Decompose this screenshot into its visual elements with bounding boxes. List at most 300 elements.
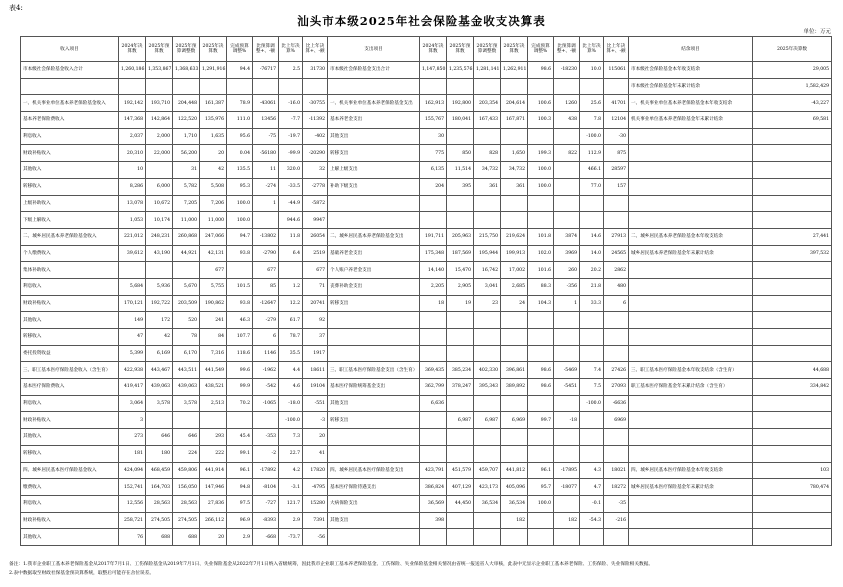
- item-cell: [629, 278, 753, 295]
- value-cell: 135.5: [227, 162, 253, 179]
- item-cell: 上解上级支出: [328, 162, 420, 179]
- value-cell: 27,836: [200, 495, 227, 512]
- value-cell: [447, 395, 474, 412]
- item-cell: 一、机关事业单位基本养老保险基金本年收支结余: [629, 95, 753, 112]
- value-cell: -1962: [253, 362, 279, 379]
- table-row: [21, 228, 832, 245]
- value-cell: [447, 512, 474, 529]
- table-row: [21, 112, 832, 129]
- value-cell: 47: [119, 329, 146, 346]
- value-cell: 224: [173, 445, 200, 462]
- value-cell: [474, 395, 501, 412]
- value-cell: [501, 312, 528, 329]
- column-header: 2025年预算调整数: [173, 37, 200, 62]
- value-cell: [501, 212, 528, 229]
- value-cell: 18272: [604, 479, 629, 496]
- value-cell: [474, 445, 501, 462]
- value-cell: -18.0: [279, 395, 303, 412]
- table-row: [21, 412, 832, 429]
- value-cell: 459,707: [474, 462, 501, 479]
- value-cell: 104.3: [528, 295, 554, 312]
- value-cell: 5,670: [173, 278, 200, 295]
- value-cell: 241: [200, 312, 227, 329]
- value-cell: [554, 529, 580, 546]
- item-cell: 二、城乡居民基本养老保险基金本年收支结余: [629, 228, 753, 245]
- item-cell: 利息收入: [21, 128, 119, 145]
- item-cell: 三、职工基本医疗保险基金收入（含生育）: [21, 362, 119, 379]
- value-cell: [447, 345, 474, 362]
- value-cell: -18077: [554, 479, 580, 496]
- value-cell: -18: [554, 412, 580, 429]
- value-cell: 10,174: [146, 212, 173, 229]
- value-cell: 13456: [253, 112, 279, 129]
- item-cell: [629, 195, 753, 212]
- value-cell: [554, 395, 580, 412]
- value-cell: -35: [604, 495, 629, 512]
- item-cell: 个人缴费收入: [21, 245, 119, 262]
- value-cell: [146, 162, 173, 179]
- value-cell: -5469: [554, 362, 580, 379]
- value-cell: 10: [119, 162, 146, 179]
- item-cell: 缴费收入: [21, 479, 119, 496]
- value-cell: 95.7: [528, 479, 554, 496]
- value-cell: 386,824: [420, 479, 447, 496]
- column-header: 比上年决算%: [580, 37, 604, 62]
- value-cell: 1,281,141: [474, 62, 501, 79]
- value-cell: 78.9: [227, 95, 253, 112]
- value-cell: [753, 312, 832, 329]
- value-cell: [303, 78, 328, 95]
- item-cell: [629, 329, 753, 346]
- value-cell: [447, 212, 474, 229]
- value-cell: 1,353,867: [146, 62, 173, 79]
- value-cell: 121.7: [279, 495, 303, 512]
- item-cell: 其他支出: [328, 128, 420, 145]
- value-cell: -551: [303, 395, 328, 412]
- item-cell: 市本级社会保险基金本年收支结余: [629, 62, 753, 79]
- item-cell: 市本级社会保险基金年末累计结余: [629, 78, 753, 95]
- value-cell: 1,260,186: [119, 62, 146, 79]
- item-cell: 下级上解收入: [21, 212, 119, 229]
- value-cell: 100.0: [528, 178, 554, 195]
- value-cell: [753, 445, 832, 462]
- item-cell: 城乡居民基本医疗保险基金年末累计结余: [629, 479, 753, 496]
- value-cell: [604, 329, 629, 346]
- value-cell: 5,399: [119, 345, 146, 362]
- value-cell: 1,582,429: [753, 78, 832, 95]
- item-cell: 财政补贴收入: [21, 412, 119, 429]
- value-cell: 182: [554, 512, 580, 529]
- value-cell: 27426: [604, 362, 629, 379]
- table-row: [21, 329, 832, 346]
- value-cell: 11,000: [173, 212, 200, 229]
- value-cell: 180,041: [447, 112, 474, 129]
- value-cell: 1,262,911: [501, 62, 528, 79]
- value-cell: [119, 78, 146, 95]
- value-cell: -56180: [253, 145, 279, 162]
- item-cell: [328, 345, 420, 362]
- value-cell: 441,812: [501, 462, 528, 479]
- value-cell: 195,944: [474, 245, 501, 262]
- column-header: 比预算调整+、-额: [554, 37, 580, 62]
- value-cell: 99.7: [528, 412, 554, 429]
- value-cell: 61.7: [279, 312, 303, 329]
- value-cell: -2790: [253, 245, 279, 262]
- table-row: [21, 78, 832, 95]
- value-cell: 520: [173, 312, 200, 329]
- item-cell: 利息收入: [21, 395, 119, 412]
- value-cell: [420, 78, 447, 95]
- item-cell: 财政补贴收入: [21, 145, 119, 162]
- value-cell: 22.7: [279, 445, 303, 462]
- value-cell: 688: [173, 529, 200, 546]
- value-cell: 27093: [604, 379, 629, 396]
- value-cell: [279, 262, 303, 279]
- value-cell: 215,750: [474, 228, 501, 245]
- value-cell: [580, 429, 604, 446]
- value-cell: 20741: [303, 295, 328, 312]
- value-cell: 167,433: [474, 112, 501, 129]
- value-cell: 205,963: [447, 228, 474, 245]
- value-cell: 443,467: [146, 362, 173, 379]
- item-cell: 其他收入: [21, 312, 119, 329]
- value-cell: 6.4: [279, 245, 303, 262]
- value-cell: 260: [554, 262, 580, 279]
- value-cell: 361: [501, 178, 528, 195]
- column-header: 结余项目: [629, 37, 753, 62]
- value-cell: 247,066: [200, 228, 227, 245]
- value-cell: 98.6: [528, 62, 554, 79]
- value-cell: -56: [303, 529, 328, 546]
- value-cell: 646: [173, 429, 200, 446]
- value-cell: -17895: [554, 462, 580, 479]
- value-cell: [753, 429, 832, 446]
- column-header: 2024年决算数: [119, 37, 146, 62]
- value-cell: [554, 178, 580, 195]
- value-cell: -5451: [554, 379, 580, 396]
- value-cell: 42: [146, 329, 173, 346]
- note-line: 备注：1.我市企业职工基本养老保险基金从2017年7月1日、工伤保险基金从2019年7月1日、失业保险基金从2022年7月1日纳入省级统筹，因此我市企业职工基本养老保险基金、工伤保险、失业保险基金相关情况由省统一报送省人大审核，此表中无显示企业职工基本养老保险、工伤保险、失业保险相关数据。: [9, 562, 654, 567]
- value-cell: 98.6: [528, 379, 554, 396]
- value-cell: [227, 412, 253, 429]
- value-cell: 260,868: [173, 228, 200, 245]
- value-cell: 31: [173, 162, 200, 179]
- value-cell: -73.7: [279, 529, 303, 546]
- item-cell: [629, 512, 753, 529]
- value-cell: 192,142: [119, 95, 146, 112]
- value-cell: -668: [253, 529, 279, 546]
- value-cell: 677: [200, 262, 227, 279]
- value-cell: -2778: [303, 178, 328, 195]
- value-cell: 43,190: [146, 245, 173, 262]
- value-cell: 4.6: [279, 379, 303, 396]
- item-cell: 其他收入: [21, 529, 119, 546]
- value-cell: -33.5: [279, 178, 303, 195]
- item-cell: 基本医疗保险待遇支出: [328, 479, 420, 496]
- table-row: [21, 445, 832, 462]
- value-cell: 822: [554, 145, 580, 162]
- column-header: 比上年决算+、-额: [604, 37, 629, 62]
- value-cell: 405,096: [501, 479, 528, 496]
- value-cell: 36,569: [420, 495, 447, 512]
- value-cell: 115061: [604, 62, 629, 79]
- table-row: [21, 462, 832, 479]
- value-cell: 2,037: [119, 128, 146, 145]
- item-cell: 转移收入: [21, 445, 119, 462]
- value-cell: [528, 512, 554, 529]
- item-cell: 机关事业单位基本养老保险基金年末累计结余: [629, 112, 753, 129]
- value-cell: [253, 212, 279, 229]
- value-cell: 20.2: [580, 262, 604, 279]
- value-cell: 677: [253, 262, 279, 279]
- value-cell: -19.7: [279, 128, 303, 145]
- item-cell: 城乡居民基本养老保险基金年末累计结余: [629, 245, 753, 262]
- item-cell: 市本级社会保险基金收入合计: [21, 62, 119, 79]
- value-cell: 1,635: [200, 128, 227, 145]
- value-cell: 6969: [604, 412, 629, 429]
- item-cell: [629, 395, 753, 412]
- item-cell: [629, 429, 753, 446]
- column-header: 完成预算调整%: [227, 37, 253, 62]
- value-cell: 85: [253, 278, 279, 295]
- value-cell: 93.8: [227, 295, 253, 312]
- item-cell: [328, 195, 420, 212]
- value-cell: 71: [303, 278, 328, 295]
- value-cell: 192,722: [146, 295, 173, 312]
- table-row: [21, 278, 832, 295]
- value-cell: 274,505: [146, 512, 173, 529]
- value-cell: 203,509: [173, 295, 200, 312]
- item-cell: [629, 345, 753, 362]
- value-cell: 1,147,850: [420, 62, 447, 79]
- value-cell: [554, 195, 580, 212]
- value-cell: 44,688: [753, 362, 832, 379]
- value-cell: 29,005: [753, 62, 832, 79]
- value-cell: 103: [753, 462, 832, 479]
- value-cell: 7.4: [580, 362, 604, 379]
- table-row: [21, 295, 832, 312]
- value-cell: 100.0: [528, 162, 554, 179]
- value-cell: 1,235,576: [447, 62, 474, 79]
- value-cell: -76717: [253, 62, 279, 79]
- value-cell: 11: [253, 162, 279, 179]
- value-cell: 203,354: [474, 95, 501, 112]
- value-cell: 5,782: [173, 178, 200, 195]
- value-cell: 258,721: [119, 512, 146, 529]
- value-cell: [146, 78, 173, 95]
- value-cell: 18: [420, 295, 447, 312]
- value-cell: [528, 78, 554, 95]
- value-cell: 3969: [554, 245, 580, 262]
- value-cell: 100.3: [528, 112, 554, 129]
- fund-table: [20, 36, 832, 546]
- value-cell: [528, 329, 554, 346]
- table-row: [21, 128, 832, 145]
- value-cell: 4.3: [580, 462, 604, 479]
- value-cell: [528, 128, 554, 145]
- value-cell: -8104: [253, 479, 279, 496]
- table-row: [21, 362, 832, 379]
- item-cell: 个人账户养老金支出: [328, 262, 420, 279]
- value-cell: 1,650: [501, 145, 528, 162]
- value-cell: 361: [474, 178, 501, 195]
- item-cell: [328, 329, 420, 346]
- value-cell: [554, 162, 580, 179]
- value-cell: [447, 529, 474, 546]
- table-row: [21, 145, 832, 162]
- value-cell: [753, 278, 832, 295]
- value-cell: [420, 329, 447, 346]
- value-cell: [580, 212, 604, 229]
- table-row: [21, 429, 832, 446]
- item-cell: 二、城乡居民基本养老保险基金收入: [21, 228, 119, 245]
- value-cell: 2519: [303, 245, 328, 262]
- value-cell: [580, 445, 604, 462]
- value-cell: [753, 512, 832, 529]
- value-cell: 42,131: [200, 245, 227, 262]
- value-cell: 96.1: [528, 462, 554, 479]
- value-cell: 480: [604, 278, 629, 295]
- value-cell: 7,316: [200, 345, 227, 362]
- value-cell: [753, 178, 832, 195]
- value-cell: 850: [447, 145, 474, 162]
- table-row: [21, 312, 832, 329]
- item-cell: 四、城乡居民基本医疗保险基金支出: [328, 462, 420, 479]
- table-header: [21, 37, 832, 62]
- value-cell: 56,200: [173, 145, 200, 162]
- value-cell: 100.0: [528, 495, 554, 512]
- value-cell: 20: [200, 145, 227, 162]
- value-cell: 13,078: [119, 195, 146, 212]
- value-cell: [279, 78, 303, 95]
- value-cell: [501, 128, 528, 145]
- value-cell: 25.6: [580, 95, 604, 112]
- item-cell: [328, 312, 420, 329]
- value-cell: 7.3: [279, 429, 303, 446]
- value-cell: 6,987: [447, 412, 474, 429]
- value-cell: [604, 212, 629, 229]
- value-cell: [554, 429, 580, 446]
- value-cell: [604, 78, 629, 95]
- table-row: [21, 512, 832, 529]
- value-cell: 26054: [303, 228, 328, 245]
- value-cell: 396,861: [501, 362, 528, 379]
- value-cell: 828: [474, 145, 501, 162]
- value-cell: 6,000: [146, 178, 173, 195]
- value-cell: 95.6: [227, 128, 253, 145]
- item-cell: [629, 262, 753, 279]
- unit-label: 单位：万元: [803, 29, 831, 35]
- value-cell: 402,330: [474, 362, 501, 379]
- value-cell: [447, 128, 474, 145]
- value-cell: [474, 195, 501, 212]
- value-cell: [420, 445, 447, 462]
- value-cell: [580, 78, 604, 95]
- value-cell: [580, 329, 604, 346]
- value-cell: 944.6: [279, 212, 303, 229]
- value-cell: 369,435: [420, 362, 447, 379]
- value-cell: 6,169: [146, 345, 173, 362]
- value-cell: 219,624: [501, 228, 528, 245]
- value-cell: 77.0: [580, 178, 604, 195]
- value-cell: 14,140: [420, 262, 447, 279]
- value-cell: 162,913: [420, 95, 447, 112]
- value-cell: [753, 162, 832, 179]
- value-cell: 4.7: [580, 479, 604, 496]
- value-cell: 32: [303, 162, 328, 179]
- value-cell: [604, 345, 629, 362]
- item-cell: [21, 78, 119, 95]
- value-cell: 5,936: [146, 278, 173, 295]
- value-cell: 395,343: [474, 379, 501, 396]
- value-cell: [474, 529, 501, 546]
- value-cell: [580, 529, 604, 546]
- item-cell: 基本养老金支出: [328, 112, 420, 129]
- column-header: 比上年决算%: [279, 37, 303, 62]
- value-cell: 101.5: [227, 278, 253, 295]
- value-cell: 775: [420, 145, 447, 162]
- value-cell: [528, 529, 554, 546]
- value-cell: 1: [554, 295, 580, 312]
- table-row: [21, 345, 832, 362]
- value-cell: 780,474: [753, 479, 832, 496]
- value-cell: [528, 345, 554, 362]
- item-cell: [629, 312, 753, 329]
- item-cell: 其他收入: [21, 429, 119, 446]
- column-header: 支出项目: [328, 37, 420, 62]
- value-cell: 34,732: [501, 162, 528, 179]
- value-cell: 42: [200, 162, 227, 179]
- value-cell: -3: [303, 412, 328, 429]
- value-cell: 84: [200, 329, 227, 346]
- value-cell: 96.9: [227, 512, 253, 529]
- value-cell: 3: [119, 412, 146, 429]
- item-cell: 四、城乡居民基本医疗保险基金本年收支结余: [629, 462, 753, 479]
- item-cell: [328, 445, 420, 462]
- value-cell: -8393: [253, 512, 279, 529]
- value-cell: 6: [253, 329, 279, 346]
- value-cell: 157: [604, 178, 629, 195]
- value-cell: 99.1: [227, 445, 253, 462]
- item-cell: 职工基本医疗保险基金年末累计结余（含生育）: [629, 379, 753, 396]
- value-cell: [227, 262, 253, 279]
- item-cell: 三、职工基本医疗保险基金本年收支结余（含生育）: [629, 362, 753, 379]
- value-cell: [501, 195, 528, 212]
- value-cell: 5,508: [200, 178, 227, 195]
- value-cell: 6,135: [420, 162, 447, 179]
- value-cell: 192,800: [447, 95, 474, 112]
- value-cell: 172: [146, 312, 173, 329]
- value-cell: 4.2: [279, 462, 303, 479]
- value-cell: -6636: [604, 395, 629, 412]
- value-cell: 17,002: [501, 262, 528, 279]
- value-cell: [753, 412, 832, 429]
- value-cell: 41701: [604, 95, 629, 112]
- column-header: 2025年预算数: [447, 37, 474, 62]
- value-cell: -4795: [303, 479, 328, 496]
- value-cell: [580, 412, 604, 429]
- value-cell: 33.3: [580, 295, 604, 312]
- value-cell: 221,012: [119, 228, 146, 245]
- value-cell: 274,505: [173, 512, 200, 529]
- value-cell: 100.6: [528, 95, 554, 112]
- value-cell: 24565: [604, 245, 629, 262]
- value-cell: 111.0: [227, 112, 253, 129]
- value-cell: [604, 529, 629, 546]
- item-cell: 转移支出: [328, 412, 420, 429]
- value-cell: 468,459: [146, 462, 173, 479]
- value-cell: 419,417: [119, 379, 146, 396]
